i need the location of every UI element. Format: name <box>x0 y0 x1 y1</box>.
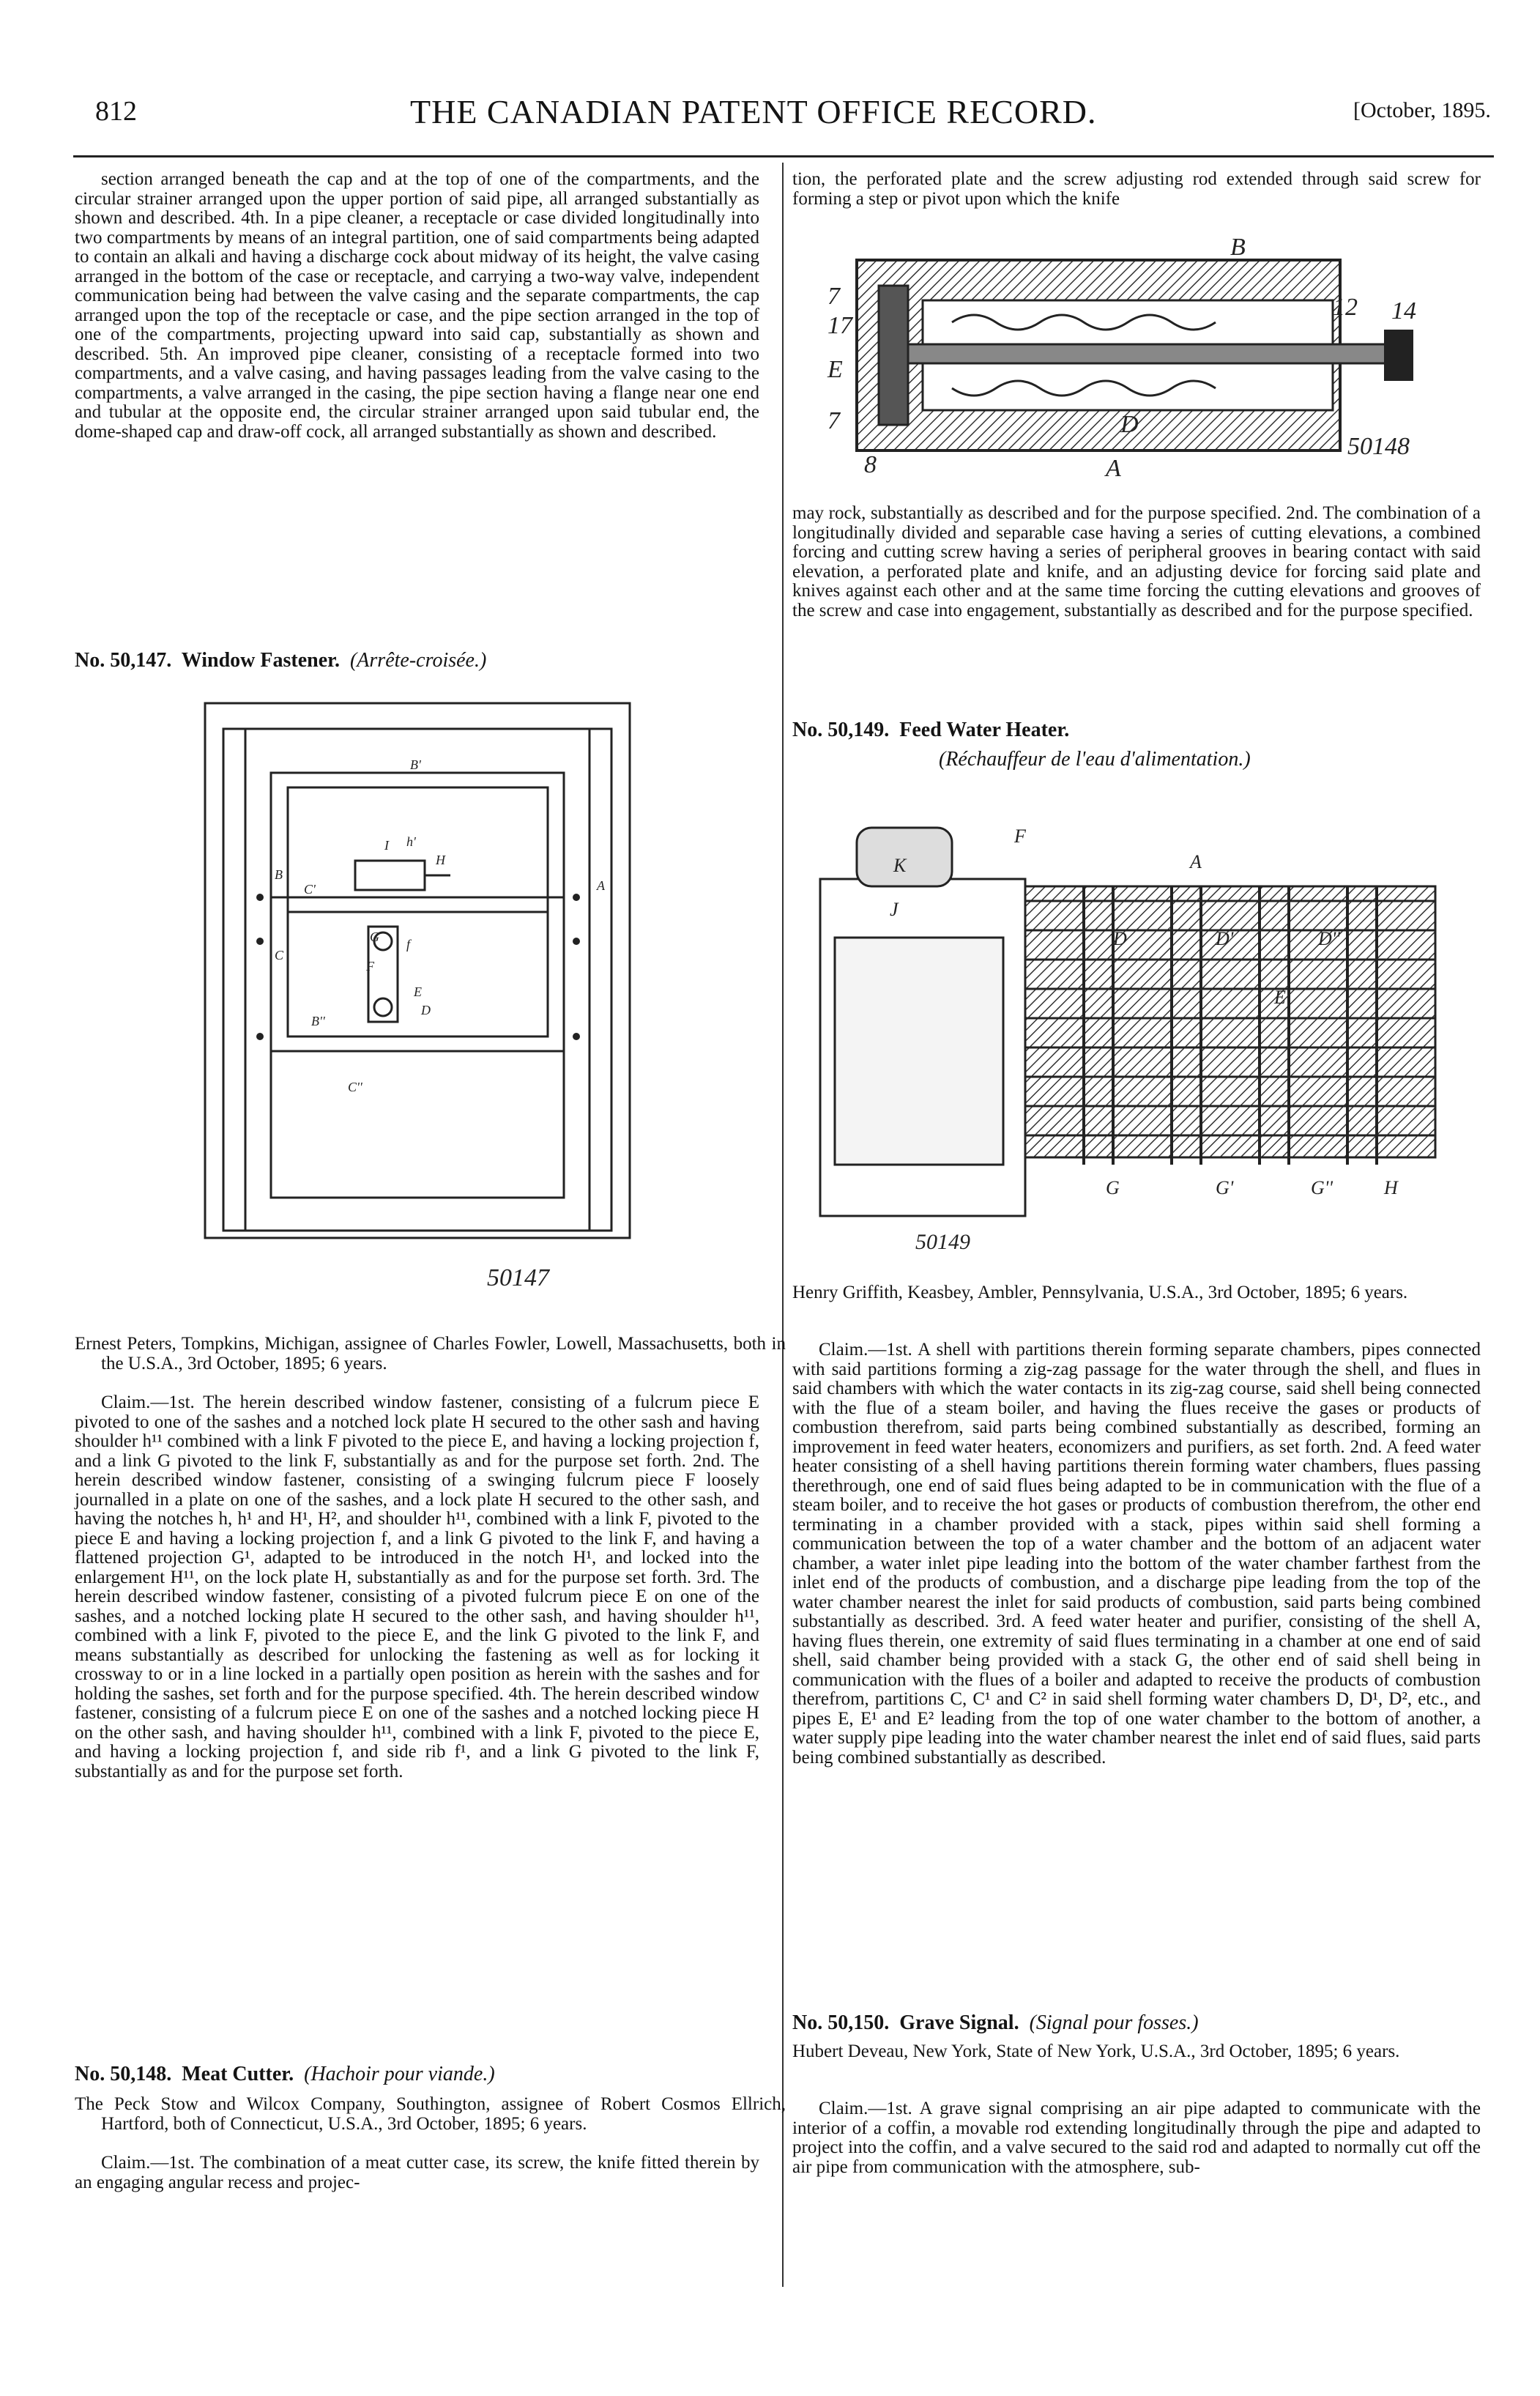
patent-number: No. 50,150. <box>792 2011 890 2034</box>
right-continuation-top: tion, the perforated plate and the screw adjusting rod extended through said screw for forming a step or pivot upon which the knife <box>792 169 1481 209</box>
patent-50148-heading <box>75 2062 759 2087</box>
patent-50148-assignee: The Peck Stow and Wilcox Company, Southington, assignee of Robert Cosmos Ellrich, Hartford, both of Connecticut, U.S.A., 3rd October, 1895; 6 years. <box>75 2094 786 2134</box>
page-date: [October, 1895. <box>1353 98 1491 122</box>
patent-french-title: (Hachoir pour viande.) <box>304 2063 495 2085</box>
patent-50147-heading <box>75 648 759 673</box>
figure-label: 17 <box>827 312 852 339</box>
feed-water-heater-figure <box>806 784 1465 1267</box>
figure-label: E <box>1274 987 1286 1008</box>
patent-title: Meat Cutter. <box>182 2063 294 2085</box>
page-header <box>0 0 1540 146</box>
figure-label: B <box>275 867 283 882</box>
patent-50148-claim: Claim.—1st. The combination of a meat cutter case, its screw, the knife fitted therein by an engaging angular recess and projec- <box>75 2153 759 2192</box>
patent-50147-claim: Claim.—1st. The herein described window fastener, consisting of a fulcrum piece E pivoted to one of the sashes and a notched lock plate H secured to the other sash and having shoulder h¹¹ combined with a link F pivoted to the piece E, and having a locking projection f, and a link G pivoted to the link F, substantially as and for the purpose set forth. 2nd. The herein described window fastener, consisting of a swinging fulcrum piece F loosely journalled in a plate on one of the sashes, and a lock plate H secured to the other sash, and having the notches h, h¹ and H¹, H², and shoulder h¹¹, combined with a link F, pivoted to the piece E and having a locking projection f, and a link G pivoted to the link F, and having a flattened projection G¹, adapted to be introduced in the notch H¹, and locked into the enlargement H¹¹, on the lock plate H, substantially as and for the purpose set forth. 3rd. The herein described window fastener, consisting of a pivoted fulcrum piece E on one of the sashes, and a notched locking plate H secured to the other sash, and having shoulder h¹¹, combined with a link F, pivoted to the piece E, and the link G pivoted to the link F, and means substantially as described for unlocking the fastening as well as for locking it crossway to or in a line locked in a partially open position as herein with the sashes and for holding the sashes, set forth and for the purpose specified. 4th. The herein described window fastener, consisting of a fulcrum piece E on one of the sashes and a notched locking piece H on the other sash, and having shoulder h¹¹, combined with a link F, pivoted to the piece E, and having a locking projection f, and side rib f¹, and a link G pivoted to the link F, substantially as and for the purpose set forth. <box>75 1392 759 1781</box>
figure-label: D <box>1113 928 1127 949</box>
patent-50150-assignee: Hubert Deveau, New York, State of New York, U.S.A., 3rd October, 1895; 6 years. <box>792 2041 1400 2061</box>
figure-label: G'' <box>1311 1177 1333 1198</box>
header-rule <box>73 155 1494 157</box>
figure-label: 7 <box>827 283 840 310</box>
page-number: 812 <box>95 96 137 127</box>
column-divider <box>782 163 784 2287</box>
figure-label: H <box>436 853 445 867</box>
patent-french-title: (Arrête-croisée.) <box>349 649 487 672</box>
figure-label: A <box>1190 851 1202 872</box>
figure-label: C <box>275 948 284 963</box>
figure-label: 7 <box>827 407 840 434</box>
figure-label: H <box>1384 1177 1398 1198</box>
patent-50149-french <box>939 747 1481 772</box>
left-continuation-text: section arranged beneath the cap and at the top of one of the compartments, and the circular strainer arranged upon the upper portion of said pipe, all arranged substantially as shown and described. 4th. In a pipe cleaner, a receptacle or case divided longitudinally into two compartments by means of an integral partition, one of said compartments being adapted to contain an alkali and having a discharge cock about midway of its height, the valve casing arranged in the bottom of the case or receptacle, and carrying a two-way valve, independent communication being had between the valve casing and the separate compartments, the cap arranged upon the top of the receptacle or case, and the pipe section arranged in the top of one of the compartments, projecting upward into said cap, substantially as shown and described. 5th. An improved pipe cleaner, consisting of a receptacle formed into two compartments, and a valve casing, and having passages leading from the valve casing to the compartments, a valve arranged in the casing, the pipe section having a flange near one end and tubular at the opposite end, the circular strainer arranged upon said tubular end, the dome-shaped cap and draw-off cock, all arranged substantially as shown and described. <box>75 169 759 442</box>
patent-50150-claim: Claim.—1st. A grave signal comprising an air pipe adapted to communicate with the interior of a coffin, a movable rod extending longitudinally through the pipe and adapted to project into the coffin, and a valve secured to the said rod and adapted to normally cut off the air pipe from communication with the atmosphere, sub- <box>792 2099 1481 2177</box>
figure-label: 14 <box>1391 297 1416 324</box>
figure-label: I <box>384 838 389 853</box>
figure-number: 50148 <box>1347 433 1410 460</box>
patent-french-title: (Signal pour fosses.) <box>1029 2011 1199 2034</box>
figure-label: A <box>1106 455 1121 482</box>
patent-50149-claim: Claim.—1st. A shell with partitions therein forming separate chambers, pipes connected with said partitions forming a zig-zag passage for the water through the shell, and flues in said chambers with which the water contacts in its zig-zag course, said shell being connected with the flue of a steam boiler, and having the flues receive the gases or products of combustion therefrom, said parts being combined substantially as described, forming an improvement in feed water heaters, economizers and purifiers, as set forth. 2nd. A feed water heater consisting of a shell having partitions therein forming water chambers, flues passing therethrough, one end of said flues being adapted to be in communication with the flue of a steam boiler, and to receive the hot gases or products of combustion therefrom, the other end terminating in a chamber provided with a stack, pipes within said shell forming a communication between the top of a water chamber and the bottom of an adjacent water chamber, a water inlet pipe leading into the bottom of the water chamber farthest from the inlet end of the products of combustion, and a discharge pipe leading from the top of the water chamber nearest the inlet for said products of combustion, said parts being combined substantially as described. 3rd. A feed water heater and purifier, consisting of the shell A, having flues therein, one extremity of said flues terminating in a chamber at one end of said shell, said chamber being provided with a stack G, the other end of said shell being in communication with the flues of a boiler and adapted to receive the products of combustion therefrom, partitions C, C¹ and C² in said shell forming water chambers D, D¹, D², etc., and pipes E, E¹ and E² leading from the top of one water chamber to the bottom of another, a water supply pipe leading into the water chamber nearest the inlet end of said flues, said parts being combined substantially as described. <box>792 1340 1481 1768</box>
patent-50149-heading <box>792 718 1481 743</box>
figure-label: f <box>406 937 411 952</box>
meat-cutter-figure <box>813 220 1443 483</box>
figure-label: A <box>597 878 605 893</box>
figure-label: h' <box>406 834 416 849</box>
figure-label: B' <box>410 757 421 772</box>
figure-label: B'' <box>311 1014 325 1028</box>
figure-label: C' <box>304 882 316 897</box>
patent-50150-heading <box>792 2011 1481 2036</box>
figure-label: F <box>1014 826 1026 847</box>
figure-label: D'' <box>1318 928 1340 949</box>
patent-number: No. 50,147. <box>75 649 172 672</box>
figure-label: D <box>1120 411 1139 438</box>
patent-50147-assignee: Ernest Peters, Tompkins, Michigan, assignee of Charles Fowler, Lowell, Massachusetts, both in the U.S.A., 3rd October, 1895; 6 years. <box>75 1334 786 1373</box>
figure-label: G <box>370 930 379 944</box>
patent-title: Window Fastener. <box>181 649 340 672</box>
patent-title: Feed Water Heater. <box>899 719 1070 741</box>
figure-label: 12 <box>1333 294 1358 321</box>
figure-label: G <box>1106 1177 1120 1198</box>
figure-label: C'' <box>348 1080 362 1094</box>
figure-label: F <box>366 959 374 973</box>
patent-french-title: (Réchauffeur de l'eau d'alimentation.) <box>939 748 1251 771</box>
patent-number: No. 50,149. <box>792 719 890 741</box>
figure-label: K <box>893 855 907 876</box>
figure-number: 50147 <box>487 1264 549 1291</box>
figure-label: G' <box>1216 1177 1234 1198</box>
figure-label: J <box>890 899 899 920</box>
window-fastener-figure <box>201 700 641 1300</box>
figure-label: D' <box>1216 928 1234 949</box>
page-title: THE CANADIAN PATENT OFFICE RECORD. <box>410 93 1097 130</box>
patent-title: Grave Signal. <box>899 2011 1019 2034</box>
figure-number: 50149 <box>915 1230 970 1254</box>
figure-label: D <box>421 1003 431 1017</box>
figure-label: E <box>414 984 422 999</box>
patent-50149-assignee: Henry Griffith, Keasbey, Ambler, Pennsylvania, U.S.A., 3rd October, 1895; 6 years. <box>792 1283 1408 1302</box>
right-continuation-bottom: may rock, substantially as described and for the purpose specified. 2nd. The combination of a longitudinally divided and separable case having a series of cutting elevations, a combined forcing and cutting screw having a series of peripheral grooves in bearing contact with said elevation, a perforated plate and knife, and an adjusting device for forcing said plate and knives against each other and at the same time forcing the cutting elevations and grooves of the screw and case into engagement, substantially as described and for the purpose specified. <box>792 503 1481 620</box>
patent-number: No. 50,148. <box>75 2063 172 2085</box>
figure-label: E <box>827 356 843 383</box>
figure-label: B <box>1230 234 1246 261</box>
figure-label: 8 <box>864 451 877 478</box>
